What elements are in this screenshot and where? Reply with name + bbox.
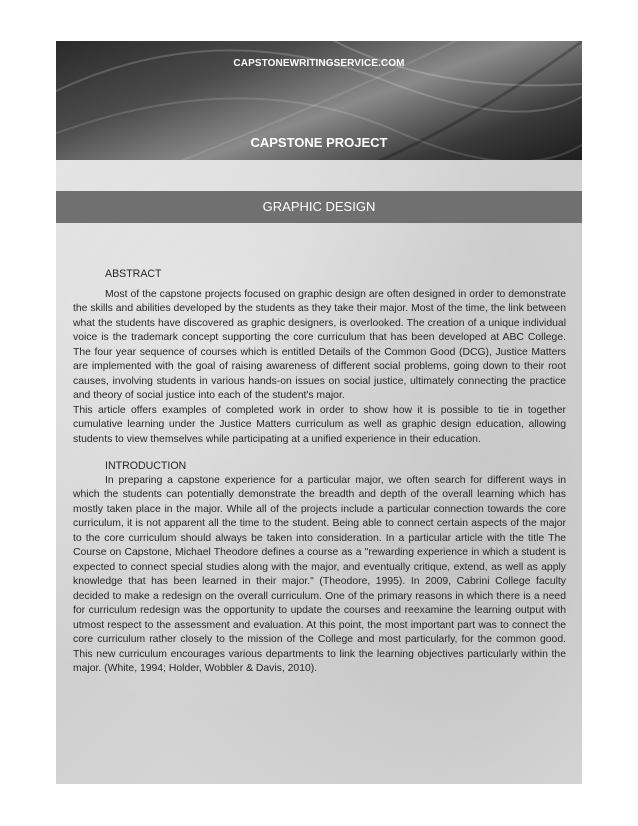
project-title: CAPSTONE PROJECT xyxy=(250,135,388,150)
section-band: GRAPHIC DESIGN xyxy=(56,191,582,223)
introduction-paragraph: In preparing a capstone experience for a particular major, we often search for different ways in which the students can potentially demonstrate the breadth and depth of the overall learning which has mostly taken place in the major. While all of the projects include a particular connection towards the core curriculum, it is not apparent all the time to the student. Being able to connect certain aspects of the major to the core curriculum should always be taken into consideration. In a particular article with the title The Course on Capstone, Michael Theodore defines a course as a "rewarding experience in which a student is expected to connect special studies along with the major, and eventually critique, extend, as well as apply knowledge that has been learned in their major." (Theodore, 1995). In 2009, Cabrini College faculty decided to make a redesign on the overall curriculum. One of the primary reasons in which there is a need for curriculum redesign was the opportunity to update the courses and reexamine the learning output with utmost respect to the assessment and evaluation. At this point, the most important part was to connect the core curriculum rather closely to the mission of the College and most particularly, for the common good. This new curriculum encourages various departments to link the learning objectives particularly within the major. (White, 1994; Holder, Wobbler & Davis, 2010). xyxy=(73,474,566,674)
document-page xyxy=(56,41,582,784)
abstract-paragraph-2: This article offers examples of completed work in order to show how it is possible to tie in together cumulative learning under the Justice Matters curriculum as well as graphic design education, allowing students to view themselves while participating at a unified experience in their education. xyxy=(73,404,566,445)
abstract-heading: ABSTRACT xyxy=(105,268,162,280)
introduction-heading: INTRODUCTION xyxy=(105,460,187,472)
document-body xyxy=(73,267,566,677)
abstract-paragraph-1: Most of the capstone projects focused on graphic design are often designed in order to demonstrate the skills and abilities developed by the students as they take their major. Most of the time, the link between what the students have discovered as graphic designers, is overlooked. The creation of a unique individual voice is the trademark concept supporting the core curriculum that has been developed at ABC College. The four year sequence of courses which is entitled Details of the Common Good (DCG), Justice Matters are implemented with the goal of raising awareness of different social problems, going down to their root causes, involving students in various hands-on issues on social justice, ultimately connecting the practice and theory of social justice into each of the student's major. xyxy=(73,288,566,401)
header-banner xyxy=(56,41,582,160)
site-name: CAPSTONEWRITINGSERVICE.COM xyxy=(233,58,405,69)
